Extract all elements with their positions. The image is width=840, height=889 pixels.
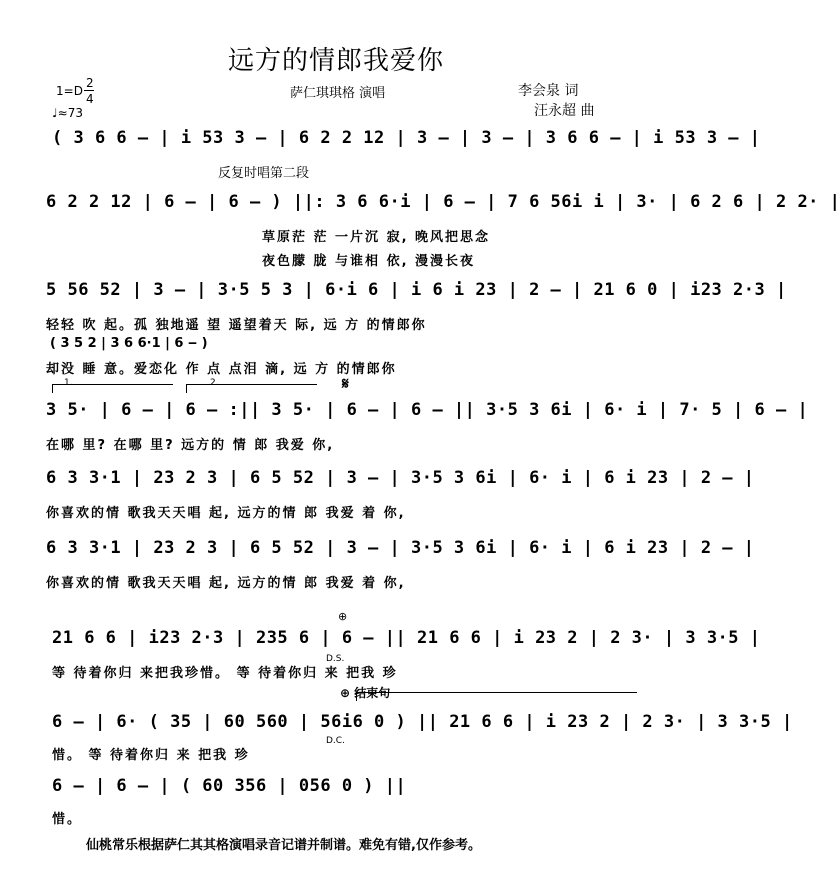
music-row-5: 6 3 3·1 | 23 2 3 | 6 5 52 | 3 ‒ | 3·5 3 6i | 6· i | 6 i 23 | 2 ‒ | xyxy=(46,468,755,488)
ending-bracket xyxy=(356,692,637,701)
lyric-row-2-verse-2: 夜色朦 胧 与谁相 依, 漫漫长夜 xyxy=(262,254,476,269)
lyric-row-5: 你喜欢的情 歌我天天唱 起, 远方的情 郎 我爱 着 你, xyxy=(46,506,406,521)
lyric-row-3-verse-1: 轻轻 吹 起。孤 独地遥 望 遥望着天 际, 远 方 的情郎你 xyxy=(46,318,427,333)
inset-music: ( 3 5 2 | 3 6 6·1 | 6 ‒ ) xyxy=(50,336,208,351)
music-row-9: 6 ‒ | 6 ‒ | ( 60 356 | 056 0 ) || xyxy=(52,776,407,796)
lyricist-credit: 李会泉 词 xyxy=(518,83,579,99)
lyric-row-2-verse-1: 草原茫 茫 一片沉 寂, 晚风把思念 xyxy=(262,230,491,245)
tempo-marking: ♩≈73 xyxy=(52,106,83,120)
music-row-2: 6 2 2 12 | 6 ‒ | 6 ‒ ) ||: 3 6 6·i | 6 ‒ | 7 6 56i i | 3· | 6 2 6 | 2 2· | xyxy=(46,192,840,212)
volta-2-label: 2. xyxy=(210,378,219,388)
singer-credit: 萨仁琪琪格 演唱 xyxy=(290,86,386,101)
volta-bracket-2 xyxy=(186,384,317,393)
time-signature-bottom: 4 xyxy=(86,92,94,106)
music-row-7: 21 6 6 | i23 2·3 | 235 6 | 6 ‒ || 21 6 6 | i 23 2 | 2 3· | 3 3·5 | xyxy=(52,628,761,648)
music-row-1: ( 3 6 6 ‒ | i 53 3 ‒ | 6 2 2 12 | 3 ‒ | 3 ‒ | 3 6 6 ‒ | i 53 3 ‒ | xyxy=(52,128,761,148)
lyric-row-8: 惜。 等 待着你归 来 把我 珍 xyxy=(52,748,250,763)
key-signature: 1=D xyxy=(56,84,83,98)
lyric-row-7: 等 待着你归 来把我珍惜。 等 待着你归 来 把我 珍 xyxy=(52,666,398,681)
lyric-row-4: 在哪 里? 在哪 里? 远方的 情 郎 我爱 你, xyxy=(46,438,335,453)
dc-marking: D.C. xyxy=(326,736,345,746)
music-row-4: 3 5· | 6 ‒ | 6 ‒ :|| 3 5· | 6 ‒ | 6 ‒ || 3·5 3 6i | 6· i | 7· 5 | 6 ‒ | xyxy=(46,400,809,420)
music-row-6: 6 3 3·1 | 23 2 3 | 6 5 52 | 3 ‒ | 3·5 3 6i | 6· i | 6 i 23 | 2 ‒ | xyxy=(46,538,755,558)
repeat-annotation: 反复时唱第二段 xyxy=(218,166,310,181)
music-row-3: 5 56 52 | 3 ‒ | 3·5 5 3 | 6·i 6 | i 6 i 23 | 2 ‒ | 21 6 0 | i23 2·3 | xyxy=(46,280,787,300)
song-title: 远方的情郎我爱你 xyxy=(227,46,444,76)
segno-sign: 𝄋 xyxy=(342,374,349,393)
music-row-8: 6 ‒ | 6· ( 35 | 60 560 | 56i6 0 ) || 21 6 6 | i 23 2 | 2 3· | 3 3·5 | xyxy=(52,712,793,732)
ds-marking: D.S. xyxy=(326,654,345,664)
footer-note: 仙桃常乐根据萨仁其其格演唱录音记谱并制谱。难免有错,仅作参考。 xyxy=(86,838,481,853)
ending-label: ⊕ 结束句 xyxy=(340,686,391,700)
time-signature-divider xyxy=(84,90,94,91)
lyric-row-3-verse-2: 却没 睡 意。爱恋化 作 点 点泪 滴, 远 方 的情郎你 xyxy=(46,362,397,377)
volta-1-label: 1. xyxy=(64,378,73,388)
time-signature-top: 2 xyxy=(86,76,94,90)
lyric-row-6: 你喜欢的情 歌我天天唱 起, 远方的情 郎 我爱 着 你, xyxy=(46,576,406,591)
composer-credit: 汪永超 曲 xyxy=(534,103,595,119)
lyric-row-9: 惜。 xyxy=(52,812,83,827)
coda-sign: ⊕ xyxy=(338,610,348,623)
